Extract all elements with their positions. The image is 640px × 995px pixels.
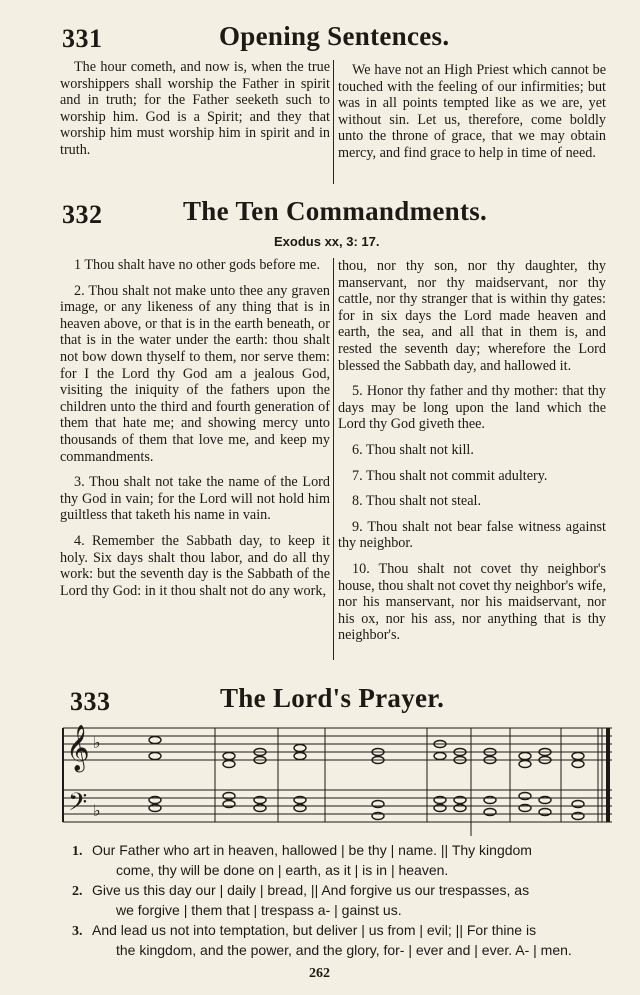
svg-text:𝄞: 𝄞 bbox=[66, 725, 90, 771]
svg-text:𝄢: 𝄢 bbox=[68, 788, 88, 823]
opening-sentence-right bbox=[338, 62, 606, 162]
paragraph: We have not an High Priest which cannot be touched with the feeling of our infirmities; but was in all points tempted like as we are, yet without sin. Let us, therefore, come boldly unto the throne of grace, that we may obtain mercy, and find grace to help in time of need. bbox=[338, 62, 606, 161]
commandment-9: 9. Thou shalt not bear false witness against thy neighbor. bbox=[338, 518, 606, 552]
section-title-opening-sentences: Opening Sentences. bbox=[219, 21, 450, 51]
commandments-left-column bbox=[60, 257, 330, 608]
section-title-lords-prayer: The Lord's Prayer. bbox=[220, 683, 445, 713]
commandment-3: 3. Thou shalt not take the name of the Lord thy God in vain; for the Lord will not hold him guiltless that taketh his name in vain. bbox=[60, 474, 330, 524]
paragraph: The hour cometh, and now is, when the true worshippers shall worship the Father in spirit and in truth; for the Father seeketh such to worship him. God is a Spirit; and they that worship him must worship him in spirit and in truth. bbox=[60, 59, 330, 158]
verse-line: Give us this day our | daily | bread, || And forgive us our trespasses, as bbox=[92, 882, 530, 898]
commandment-6: 6. Thou shalt not kill. bbox=[352, 441, 474, 458]
scripture-reference: Exodus xx, 3: 17. bbox=[274, 234, 380, 249]
page-number: 262 bbox=[309, 966, 330, 981]
commandments-right-column bbox=[338, 258, 606, 653]
verse-number: 3. bbox=[72, 924, 83, 939]
svg-text:♭: ♭ bbox=[93, 733, 101, 752]
commandment-10: 10. Thou shalt not covet thy neighbor's house, thou shalt not covet thy neighbor's wife, nor his manservant, nor his maidservant, nor his ox, nor his ass, nor anything that is thy neighbor's. bbox=[338, 560, 606, 644]
commandment-4: 4. Remember the Sabbath day, to keep it holy. Six days shalt thou labor, and do all thy work: but the seventh day is the Sabbath of the Lord thy God: in it thou shalt not do any work, bbox=[60, 532, 330, 599]
section-number-332: 332 bbox=[62, 200, 103, 229]
column-divider bbox=[333, 60, 334, 184]
verse-line: Our Father who art in heaven, hallowed | be thy | name. || Thy kingdom bbox=[92, 842, 532, 858]
column-divider bbox=[333, 258, 334, 660]
verse-2 bbox=[72, 881, 612, 919]
lords-prayer-chant-verses bbox=[72, 841, 612, 959]
verse-line: come, thy will be done on | earth, as it | is in | heaven. bbox=[116, 862, 449, 878]
commandment-4-continued: thou, nor thy son, nor thy daughter, thy manservant, nor thy maidservant, nor thy cattle, nor thy stranger that is within thy gates: for in six days the Lord made heaven and earth, the sea, and all that in them is, and rested the seventh day; wherefore the Lord blessed the Sabbath day, and hallowed it. bbox=[338, 258, 606, 374]
commandment-5: 5. Honor thy father and thy mother: that thy days may be long upon the land which the Lord thy God giveth thee. bbox=[338, 383, 606, 433]
verse-number: 2. bbox=[72, 884, 83, 899]
chant-music-staff bbox=[60, 718, 615, 840]
commandment-8: 8. Thou shalt not steal. bbox=[352, 493, 481, 510]
verse-1 bbox=[72, 841, 612, 879]
section-number-331: 331 bbox=[62, 24, 103, 53]
section-title-ten-commandments: The Ten Commandments. bbox=[183, 196, 488, 226]
commandment-1: 1 Thou shalt have no other gods before me. bbox=[74, 257, 320, 273]
section-number-333: 333 bbox=[70, 687, 111, 716]
commandment-7: 7. Thou shalt not commit adultery. bbox=[352, 467, 548, 484]
verse-3 bbox=[72, 921, 612, 959]
verse-number: 1. bbox=[72, 844, 83, 859]
verse-line: the kingdom, and the power, and the glory, for- | ever and | ever. A- | men. bbox=[116, 942, 572, 958]
opening-sentence-left bbox=[60, 59, 330, 159]
verse-line: And lead us not into temptation, but deliver | us from | evil; || For thine is bbox=[92, 922, 537, 938]
verse-line: we forgive | them that | trespass a- | gainst us. bbox=[116, 902, 402, 918]
commandment-2: 2. Thou shalt not make unto thee any graven image, or any likeness of any thing that is in heaven above, or that is in the earth beneath, or that is in the water under the earth: thou shalt not bow down thyself to them, nor serve them: for I the Lord thy God am a jealous God, visiting the iniquity of the fathers upon the children unto the third and fourth generation of them that hate me; and showing mercy unto thousands of them that love me, and keep my commandments. bbox=[60, 282, 330, 465]
svg-text:♭: ♭ bbox=[93, 801, 101, 820]
